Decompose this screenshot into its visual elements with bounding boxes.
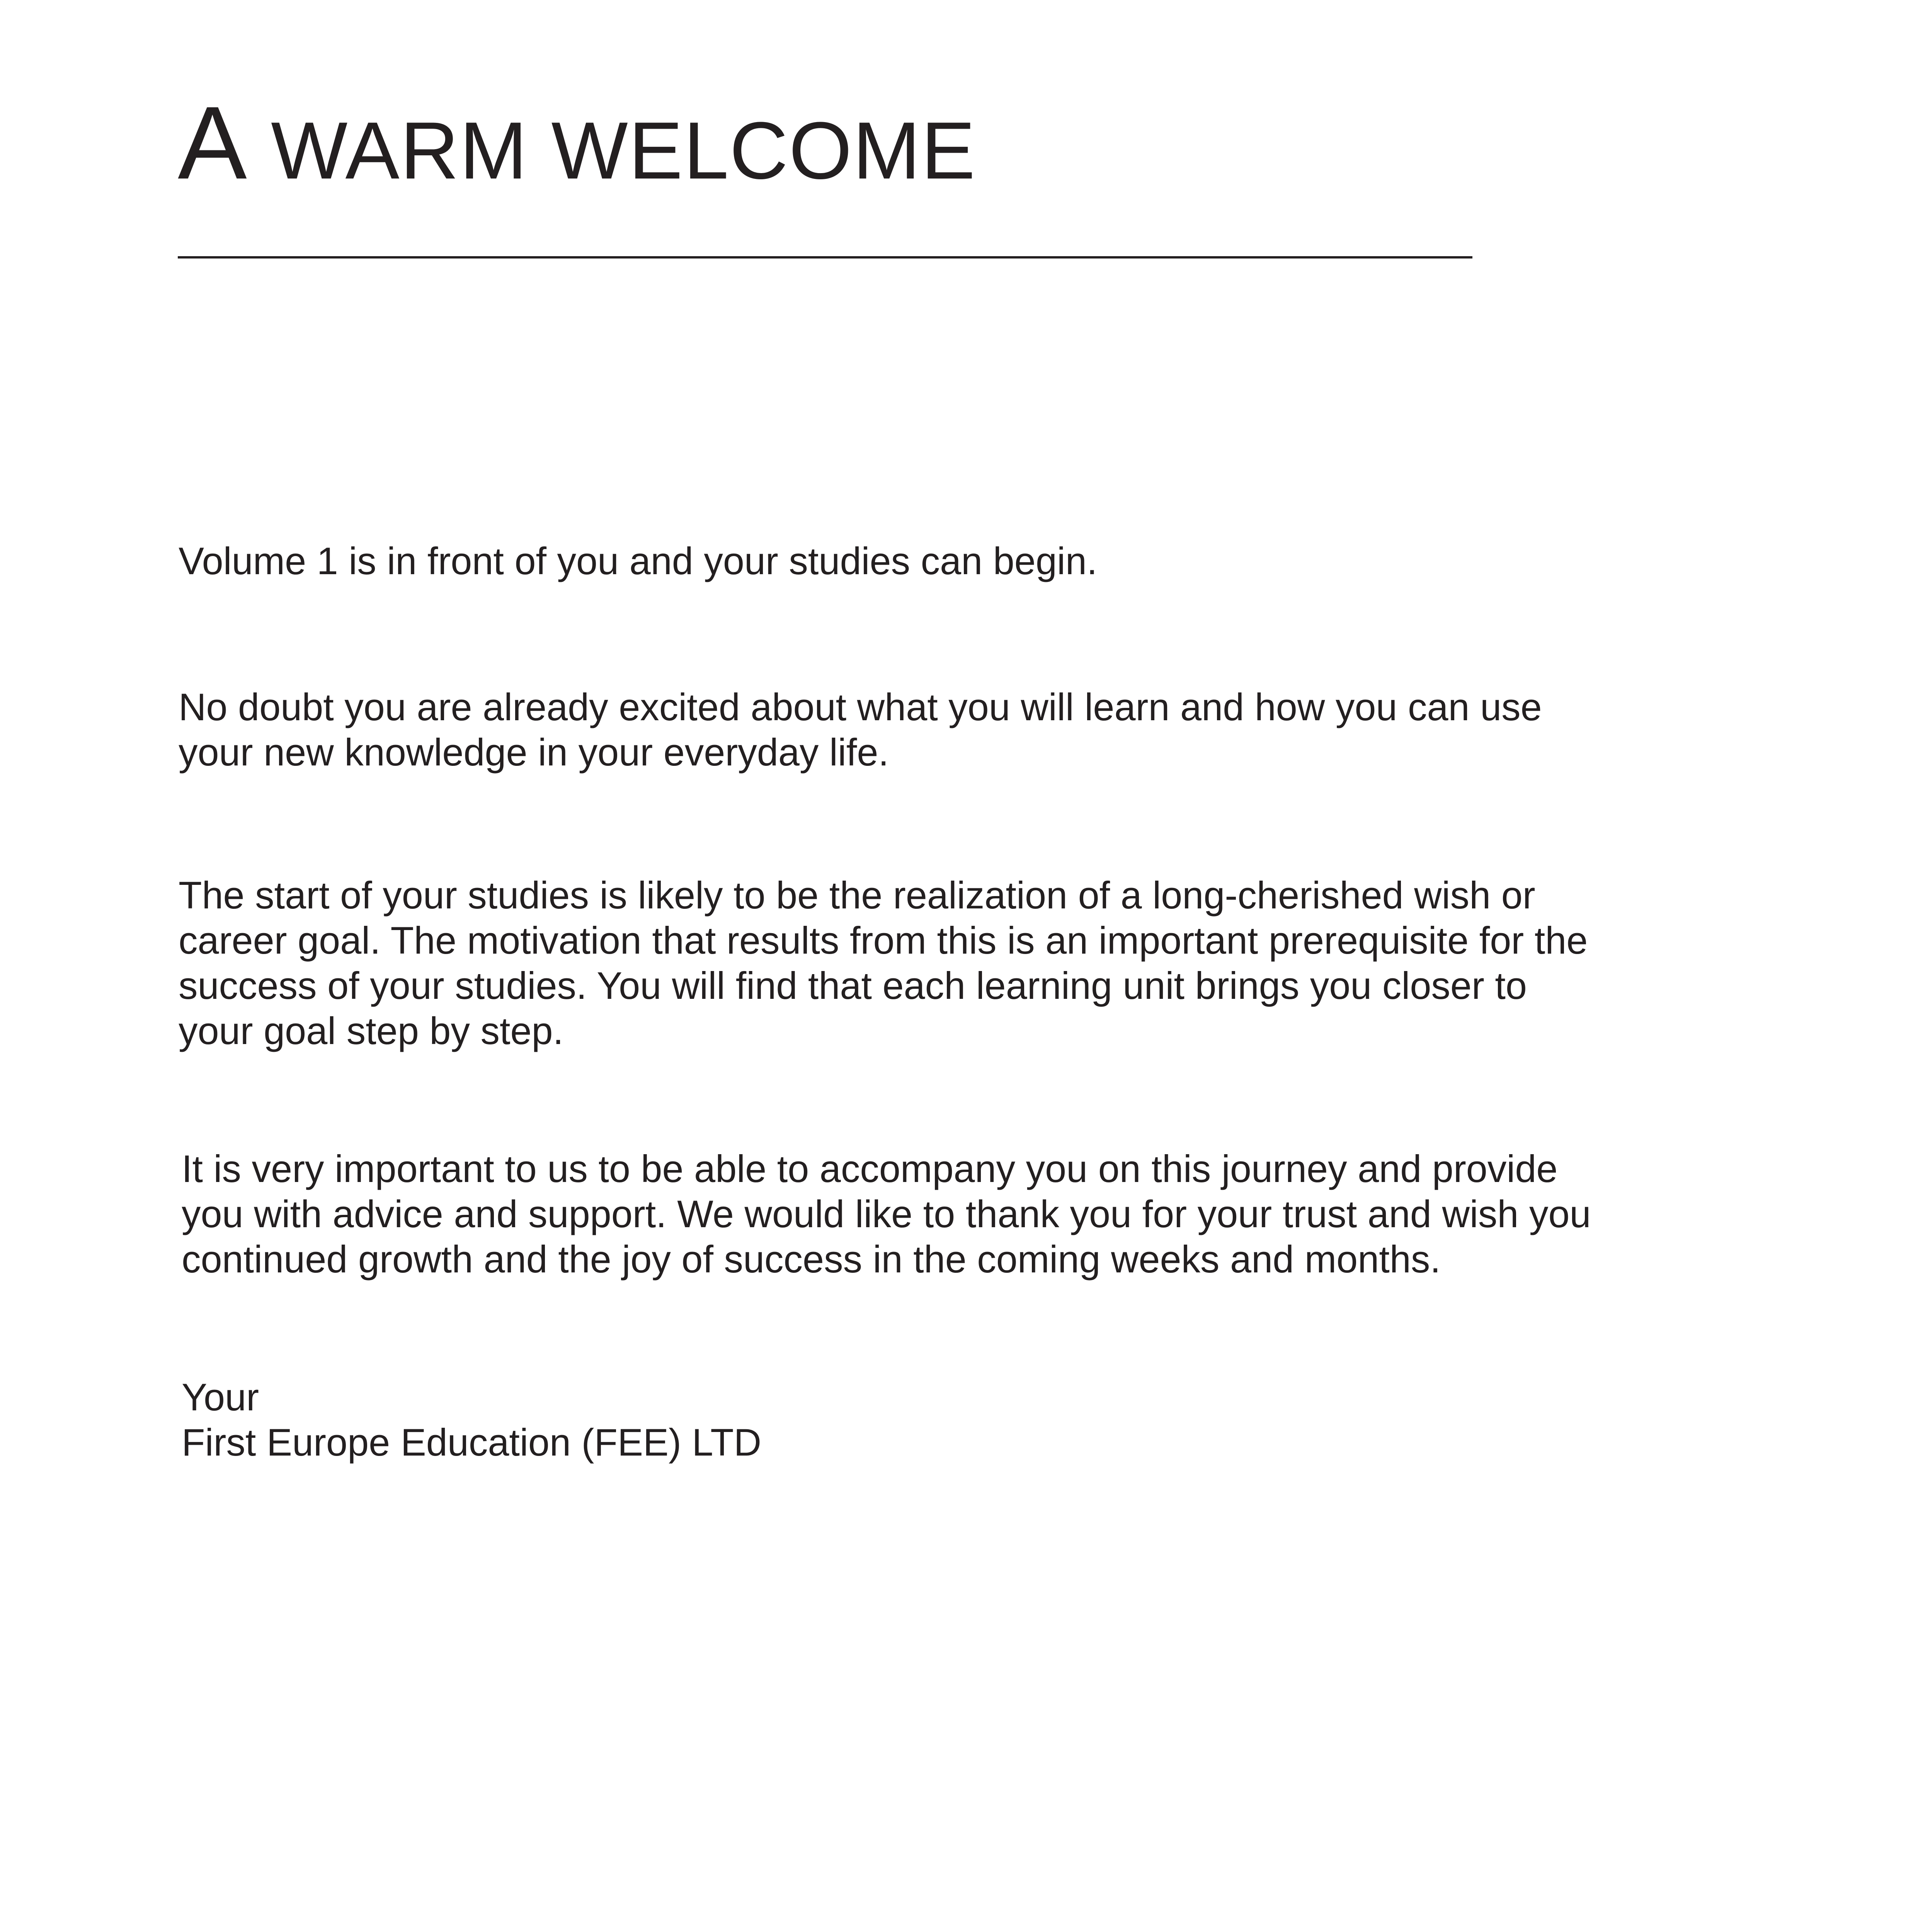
paragraph-line: you with advice and support. We would like to thank you for your trust and wish you [182, 1192, 1591, 1235]
paragraph-motivation [179, 872, 1588, 1053]
paragraph-line: It is very important to us to be able to accompany you on this journey and provide [182, 1147, 1558, 1190]
title-rest: WARM WELCOME [247, 105, 976, 196]
title-first-letter: A [178, 85, 248, 201]
paragraph-volume-intro [179, 538, 1097, 583]
paragraph-line: No doubt you are already excited about what you will learn and how you can use [179, 685, 1542, 728]
title-divider [178, 256, 1472, 259]
paragraph-support [182, 1146, 1591, 1282]
paragraph-line: career goal. The motivation that results from this is an important prerequisite for the [179, 919, 1588, 962]
closing-organization: First Europe Education (FEE) LTD [182, 1421, 762, 1464]
page-title [178, 83, 976, 202]
paragraph-line: success of your studies. You will find that each learning unit brings you closer to [179, 964, 1527, 1007]
paragraph-line: your new knowledge in your everyday life. [179, 731, 889, 774]
closing-signature [182, 1374, 761, 1465]
paragraph-line: The start of your studies is likely to be the realization of a long-cherished wish or [179, 874, 1535, 917]
closing-salutation: Your [182, 1376, 259, 1418]
paragraph-line: Volume 1 is in front of you and your studies can begin. [179, 539, 1098, 582]
paragraph-excitement [179, 684, 1542, 775]
paragraph-line: your goal step by step. [179, 1009, 564, 1052]
paragraph-line: continued growth and the joy of success in the coming weeks and months. [182, 1238, 1441, 1281]
